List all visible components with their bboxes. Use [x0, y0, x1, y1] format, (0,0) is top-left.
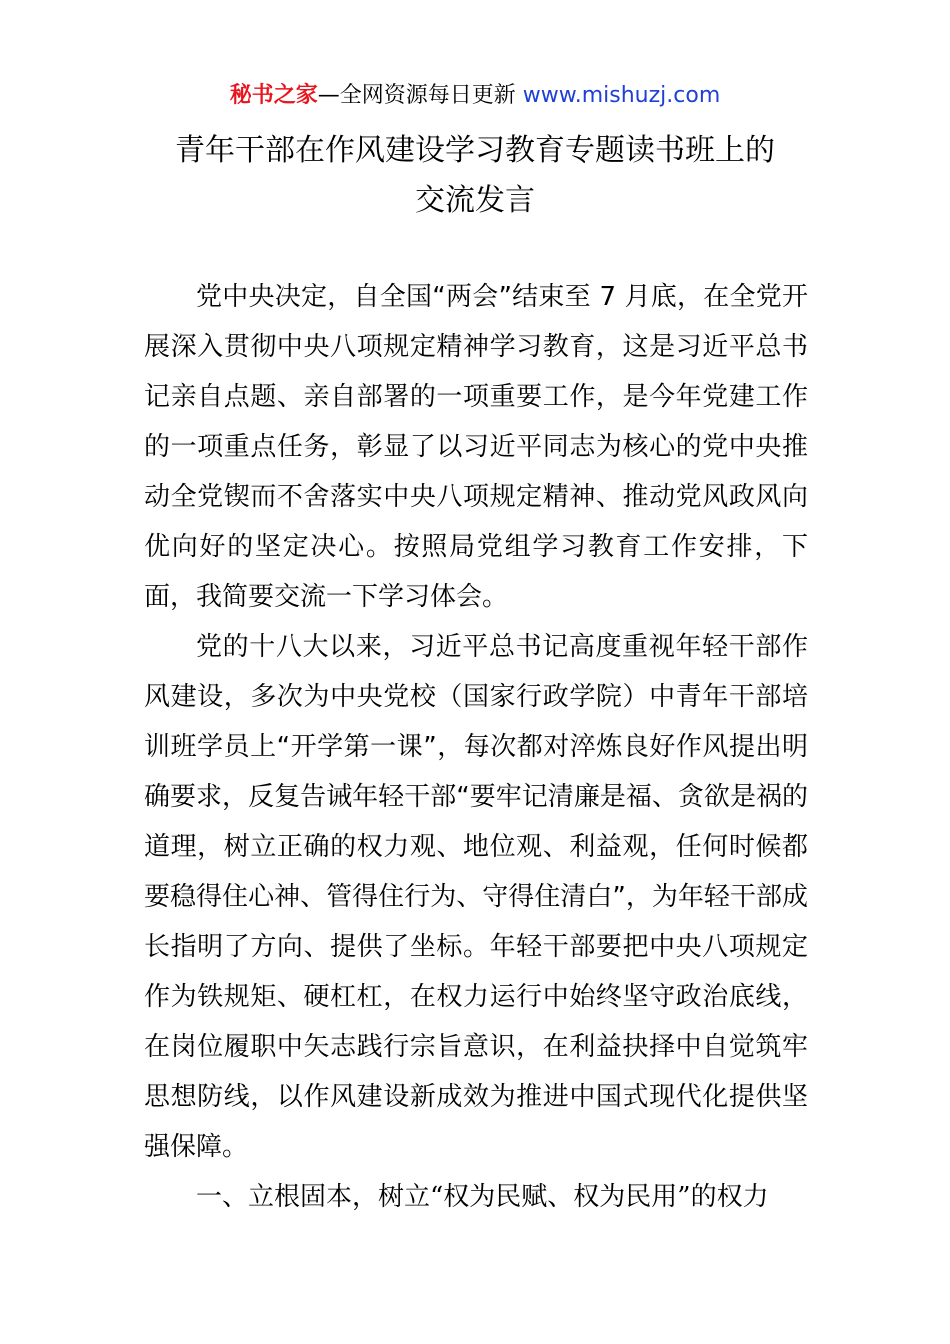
section-heading-1: 一、立根固本，树立“权为民赋、权为民用”的权力 — [196, 1182, 769, 1212]
site-url-link[interactable]: www.mishuzj.com — [522, 83, 721, 108]
document-body — [144, 272, 808, 1222]
document-title — [0, 126, 950, 226]
banner-tagline: —全网资源每日更新 — [317, 83, 523, 108]
title-line-2: 交流发言 — [415, 183, 535, 218]
title-line-1: 青年干部在作风建设学习教育专题读书班上的 — [175, 133, 775, 168]
site-banner — [0, 80, 950, 112]
paragraph-1: 党中央决定，自全国“两会”结束至 7 月底，在全党开展深入贯彻中央八项规定精神学习教育，这是习近平总书记亲自点题、亲自部署的一项重要工作，是今年党建工作的一项重点任务，彰显了以习近平同志为核心的党中央推动全党锲而不舍落实中央八项规定精神、推动党风政风向优向好的坚定决心。按照局党组学习教育工作安排，下面，我简要交流一下学习体会。 — [144, 282, 808, 612]
brand-name: 秘书之家 — [229, 83, 318, 108]
paragraph-2: 党的十八大以来，习近平总书记高度重视年轻干部作风建设，多次为中央党校（国家行政学院）中青年干部培训班学员上“开学第一课”，每次都对淬炼良好作风提出明确要求，反复告诫年轻干部“要牢记清廉是福、贪欲是祸的道理，树立正确的权力观、地位观、利益观，任何时候都要稳得住心神、管得住行为、守得住清白”，为年轻干部成长指明了方向、提供了坐标。年轻干部要把中央八项规定作为铁规矩、硬杠杠，在权力运行中始终坚守政治底线，在岗位履职中矢志践行宗旨意识，在利益抉择中自觉筑牢思想防线，以作风建设新成效为推进中国式现代化提供坚强保障。 — [144, 632, 808, 1162]
